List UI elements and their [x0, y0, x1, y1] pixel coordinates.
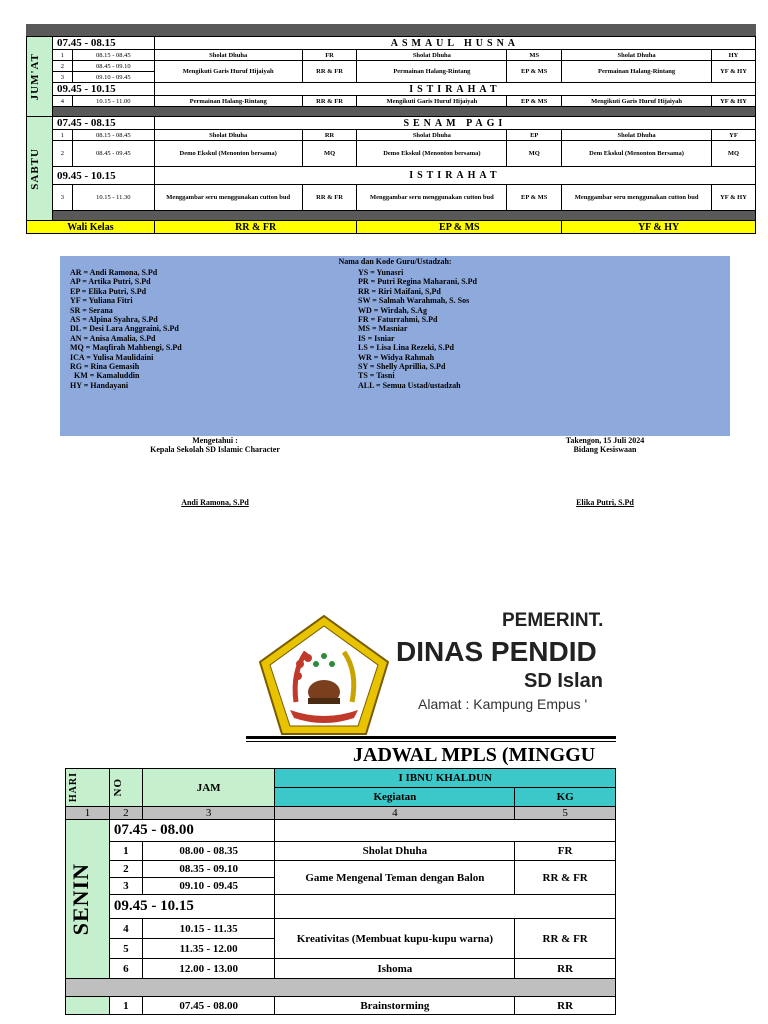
signature-right-line1: Takengon, 15 Juli 2024 — [565, 436, 645, 445]
time-slot: 09.45 - 10.15 — [52, 167, 154, 185]
activity-empty — [275, 820, 616, 842]
guru-3: HY — [711, 50, 755, 61]
mpls-schedule-table — [65, 768, 616, 1015]
kegiatan-1: Mengikuti Garis Huruf Hijaiyah — [154, 61, 302, 83]
legend-item: YS = Yunasri — [358, 268, 404, 277]
guru-1: FR — [302, 50, 357, 61]
kegiatan-3: Sholat Dhuha — [562, 130, 712, 141]
legend-title: Nama dan Kode Guru/Ustadzah: — [338, 257, 452, 266]
legend-item: AP = Artika Putri, S.Pd — [70, 277, 151, 287]
guru-3: YF & HY — [711, 61, 755, 83]
legend-item: ICA = Yulisa Maulidaini — [70, 352, 154, 362]
kg: FR — [515, 842, 616, 861]
kegiatan-2: Sholat Dhuha — [357, 50, 507, 61]
letterhead-address: Alamat : Kampung Empus ' — [418, 696, 588, 712]
kegiatan-2: Mengikuti Garis Huruf Hijaiyah — [357, 96, 507, 107]
separator-row — [52, 211, 755, 221]
legend-item: TS = Tasni — [358, 371, 395, 381]
kg: RR — [515, 997, 616, 1015]
kegiatan-2: Demo Ekskul (Menonton bersama) — [357, 141, 507, 167]
kegiatan: Game Mengenal Teman dengan Balon — [275, 861, 515, 895]
kegiatan-3: Permainan Halang-Rintang — [562, 61, 712, 83]
legend-item: KM = Kamaluddin — [74, 371, 140, 381]
row-jam: 08.35 - 09.10 — [142, 861, 275, 878]
kg: RR & FR — [515, 861, 616, 895]
wali-kelas-label: Wali Kelas — [27, 221, 155, 234]
row-jam: 07.45 - 08.00 — [142, 997, 275, 1015]
signature-right-name: Elika Putri, S.Pd — [576, 498, 634, 507]
kegiatan: Ishoma — [275, 959, 515, 979]
signature-right — [520, 436, 690, 454]
time-slot: 09.45 - 10.15 — [109, 895, 275, 919]
legend-item: WD = Wirdah, S.Ag — [358, 305, 427, 315]
row-no: 3 — [52, 185, 72, 211]
kegiatan: Brainstorming — [275, 997, 515, 1015]
guru-1: MQ — [302, 141, 357, 167]
row-no: 4 — [52, 96, 72, 107]
guru-2: EP & MS — [507, 61, 562, 83]
kegiatan: Sholat Dhuha — [275, 842, 515, 861]
row-no: 5 — [109, 939, 142, 959]
schedule-title: JADWAL MPLS (MINGGU — [353, 744, 596, 766]
header-hari-label: HARI — [68, 772, 79, 803]
signature-left-line2: Kepala Sekolah SD Islamic Character — [150, 445, 280, 454]
row-jam: 11.35 - 12.00 — [142, 939, 275, 959]
signature-left — [130, 436, 300, 454]
legend-item: AS = Alpina Syahra, S.Pd — [70, 315, 158, 325]
letterhead-rule-thin — [246, 741, 616, 742]
guru-1: RR & FR — [302, 61, 357, 83]
legend-item: FR = Faturrahmi, S.Pd — [358, 315, 438, 325]
guru-1: RR & FR — [302, 185, 357, 211]
legend-item: SR = Serana — [70, 305, 113, 315]
kegiatan-2: Sholat Dhuha — [357, 130, 507, 141]
kegiatan-3: Menggambar seru menggunakan cutton bud — [562, 185, 712, 211]
kegiatan-1: Sholat Dhuha — [154, 130, 302, 141]
row-jam: 09.10 - 09.45 — [142, 878, 275, 895]
top-dark-bar — [26, 24, 756, 36]
day-cell-sabtu — [27, 117, 53, 221]
time-slot: 07.45 - 08.15 — [52, 37, 154, 50]
teacher-code-legend — [60, 256, 730, 436]
activity-header: ISTIRAHAT — [154, 167, 755, 185]
guru-2: MS — [507, 50, 562, 61]
row-no: 3 — [109, 878, 142, 895]
legend-item: AN = Anisa Amalia, S.Pd — [70, 333, 156, 343]
header-jam: JAM — [142, 769, 275, 807]
kegiatan-1: Permainan Halang-Rintang — [154, 96, 302, 107]
row-no: 2 — [52, 141, 72, 167]
kg: RR — [515, 959, 616, 979]
letterhead-line3: SD Islan — [524, 670, 603, 692]
day-cell-jumat — [27, 37, 53, 117]
legend-item: HY = Handayani — [70, 380, 129, 390]
signature-right-line2: Bidang Kesiswaan — [573, 445, 637, 454]
day-label: SENIN — [68, 862, 93, 936]
legend-item: IS = Isniar — [358, 333, 395, 343]
activity-empty — [275, 895, 616, 919]
kegiatan-3: Mengikuti Garis Huruf Hijaiyah — [562, 96, 712, 107]
guru-2: EP & MS — [507, 96, 562, 107]
kegiatan-1: Sholat Dhuha — [154, 50, 302, 61]
day-label: SABTU — [29, 147, 41, 190]
activity-header: SENAM PAGI — [154, 117, 755, 130]
guru-3: YF & HY — [711, 185, 755, 211]
time-slot: 09.45 - 10.15 — [52, 83, 154, 96]
legend-item: RG = Rina Gemasih — [70, 362, 140, 372]
kegiatan-2: Permainan Halang-Rintang — [357, 61, 507, 83]
row-jam: 10.15 - 11.35 — [142, 919, 275, 939]
guru-3: MQ — [711, 141, 755, 167]
header-kg: KG — [515, 788, 616, 807]
col-number: 5 — [515, 807, 616, 820]
guru-2: MQ — [507, 141, 562, 167]
kegiatan: Kreativitas (Membuat kupu-kupu warna) — [275, 919, 515, 959]
day-cell-next — [66, 997, 110, 1015]
row-no: 1 — [109, 842, 142, 861]
day-label: JUM'AT — [29, 52, 41, 101]
time-slot: 07.45 - 08.15 — [52, 117, 154, 130]
legend-item: EP = Elika Putri, S.Pd — [70, 286, 147, 296]
kegiatan-1: Demo Ekskul (Menonton bersama) — [154, 141, 302, 167]
header-no-label: NO — [111, 778, 124, 797]
signature-left-line1: Mengetahui : — [192, 436, 238, 445]
row-jam: 10.15 - 11.30 — [72, 185, 154, 211]
kegiatan-3: Dem Ekskul (Menonton Bersama) — [562, 141, 712, 167]
row-jam: 08.00 - 08.35 — [142, 842, 275, 861]
letterhead-rule — [246, 736, 616, 739]
row-jam: 08.15 - 08.45 — [72, 130, 154, 141]
guru-1: RR & FR — [302, 96, 357, 107]
legend-item: PR = Putri Regina Maharani, S.Pd — [358, 277, 478, 287]
header-no — [109, 769, 142, 807]
row-no: 2 — [52, 61, 72, 72]
signature-left-name: Andi Ramona, S.Pd — [181, 498, 249, 507]
letterhead-line1: PEMERINT. — [502, 610, 604, 631]
legend-item: ALL = Semua Ustad/ustadzah — [358, 380, 461, 390]
row-no: 1 — [52, 50, 72, 61]
guru-3: YF & HY — [711, 96, 755, 107]
header-kegiatan: Kegiatan — [275, 788, 515, 807]
row-no: 1 — [52, 130, 72, 141]
kegiatan-1: Menggambar seru menggunakan cutton bud — [154, 185, 302, 211]
row-jam: 12.00 - 13.00 — [142, 959, 275, 979]
legend-item: LS = Lisa Lina Rezeki, S.Pd — [358, 343, 454, 353]
kg: RR & FR — [515, 919, 616, 959]
col-number: 4 — [275, 807, 515, 820]
col-number: 2 — [109, 807, 142, 820]
legend-item: SY = Shelly Aprillia, S.Pd — [358, 362, 446, 372]
row-no: 6 — [109, 959, 142, 979]
wali-kelas-c: YF & HY — [562, 221, 756, 234]
row-jam: 08.45 - 09.10 — [72, 61, 154, 72]
row-no: 3 — [52, 72, 72, 83]
row-jam: 09.10 - 09.45 — [72, 72, 154, 83]
guru-1: RR — [302, 130, 357, 141]
activity-header: ISTIRAHAT — [154, 83, 755, 96]
kegiatan-2: Menggambar seru menggunakan cutton bud — [357, 185, 507, 211]
row-no: 2 — [109, 861, 142, 878]
legend-item: AR = Andi Ramona, S.Pd — [70, 268, 158, 277]
logo-emblem — [254, 612, 394, 738]
legend-item: RR = Riri Maifani, S,Pd — [358, 286, 441, 296]
school-logo — [254, 612, 394, 738]
letterhead-line2: DINAS PENDID — [396, 636, 597, 667]
time-slot: 07.45 - 08.00 — [109, 820, 275, 842]
legend-column-1 — [70, 268, 182, 390]
kegiatan-3: Sholat Dhuha — [562, 50, 712, 61]
legend-item: YF = Yuliana Fitri — [70, 296, 133, 306]
guru-2: EP — [507, 130, 562, 141]
activity-header: ASMAUL HUSNA — [154, 37, 755, 50]
legend-item: SW = Salmah Warahmah, S. Sos — [358, 296, 470, 306]
wali-kelas-a: RR & FR — [154, 221, 357, 234]
legend-item: WR = Widya Rahmah — [358, 352, 435, 362]
header-hari — [66, 769, 110, 807]
row-jam: 08.15 - 08.45 — [72, 50, 154, 61]
legend-item: DL = Desi Lara Anggraini, S.Pd — [70, 324, 179, 334]
day-cell-senin — [66, 820, 110, 979]
guru-2: EP & MS — [507, 185, 562, 211]
row-jam: 08.45 - 09.45 — [72, 141, 154, 167]
separator-row — [52, 107, 755, 117]
row-jam: 10.15 - 11.00 — [72, 96, 154, 107]
legend-item: MQ = Maqfirah Mahbengi, S.Pd — [70, 343, 182, 353]
col-number: 1 — [66, 807, 110, 820]
legend-column-2 — [358, 268, 477, 390]
weekly-schedule-table — [26, 36, 756, 234]
wali-kelas-b: EP & MS — [357, 221, 562, 234]
separator-row — [66, 979, 616, 997]
header-class: I IBNU KHALDUN — [275, 769, 616, 788]
legend-item: MS = Masniar — [358, 324, 408, 334]
row-no: 4 — [109, 919, 142, 939]
col-number: 3 — [142, 807, 275, 820]
row-no: 1 — [109, 997, 142, 1015]
guru-3: YF — [711, 130, 755, 141]
